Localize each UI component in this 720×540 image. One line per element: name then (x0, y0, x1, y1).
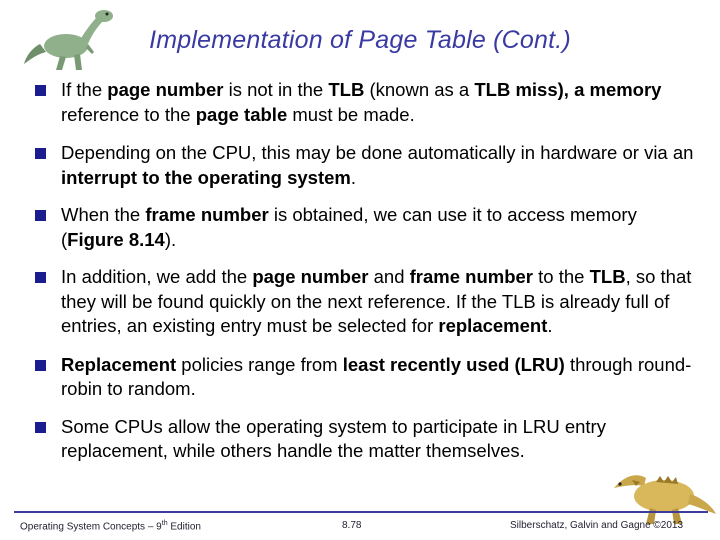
text-run: (known as a (364, 79, 475, 100)
square-bullet-icon (35, 422, 46, 433)
bullet-text (61, 354, 691, 400)
text-run: is not in the (223, 79, 329, 100)
dinosaur-icon (606, 458, 718, 528)
text-run: In addition, we add the (61, 266, 253, 287)
bullet-item (34, 203, 694, 252)
bold-term: TLB (589, 266, 626, 287)
bullet-list (34, 78, 694, 464)
footer-course-sup: th (161, 520, 168, 527)
bullet-text (61, 79, 661, 125)
text-run: When the (61, 204, 146, 225)
bold-term: least recently used (LRU) (342, 353, 565, 375)
bold-term: frame number (145, 204, 269, 225)
text-run: and (368, 266, 410, 287)
text-run: . (547, 315, 553, 336)
text-run: policies range from (176, 353, 343, 375)
bullet-item (34, 415, 694, 464)
bullet-item (34, 141, 694, 190)
text-run: . (350, 166, 357, 188)
text-run: ). (164, 228, 177, 250)
footer-divider (14, 511, 708, 513)
bullet-text (61, 142, 693, 188)
text-run: is obtained, we can use it to access memory ( (61, 204, 637, 250)
bold-term: Replacement (61, 353, 177, 375)
bullet-item (34, 265, 694, 339)
bold-term: page table (195, 103, 288, 125)
text-run: through round-robin to random. (61, 353, 692, 399)
bold-term: Figure 8.14 (67, 228, 165, 250)
bold-term: page number (107, 79, 224, 100)
square-bullet-icon (35, 148, 46, 159)
bold-term: interrupt to the operating system (61, 166, 351, 188)
bold-term: TLB (328, 79, 365, 100)
text-run: must be made. (287, 103, 415, 125)
bold-term: page number (252, 266, 369, 287)
text-run: reference to the (61, 103, 196, 125)
footer-course-text: Operating System Concepts – 9 (20, 521, 162, 533)
footer-course (20, 520, 201, 532)
bold-term: TLB miss), a memory (474, 79, 662, 100)
bullet-item (34, 78, 694, 127)
footer-course-suffix: Edition (167, 521, 201, 533)
bold-term: frame number (409, 266, 534, 287)
bold-term: replacement (438, 315, 548, 336)
square-bullet-icon (35, 360, 46, 371)
text-run: Depending on the CPU, this may be done automatically in hardware or via an (61, 142, 694, 163)
text-run: If the (61, 79, 108, 100)
square-bullet-icon (35, 272, 46, 283)
slide-title: Implementation of Page Table (Cont.) (149, 26, 571, 54)
footer-copyright: Silberschatz, Galvin and Gagne ©2013 (510, 520, 684, 531)
square-bullet-icon (35, 210, 46, 221)
page-number: 8.78 (342, 520, 362, 531)
bullet-text (61, 416, 606, 462)
bullet-text (61, 266, 691, 336)
text-run: Some CPUs allow the operating system to participate in LRU entry replacement, while others handle the matter themselves. (61, 415, 606, 461)
bullet-text (61, 204, 637, 250)
bullet-item (34, 353, 694, 402)
text-run: to the (533, 266, 590, 287)
text-run: , so that they will be found quickly on the next reference. If the TLB is already full of entries, an existing entry must be selected for (61, 266, 692, 336)
square-bullet-icon (35, 85, 46, 96)
